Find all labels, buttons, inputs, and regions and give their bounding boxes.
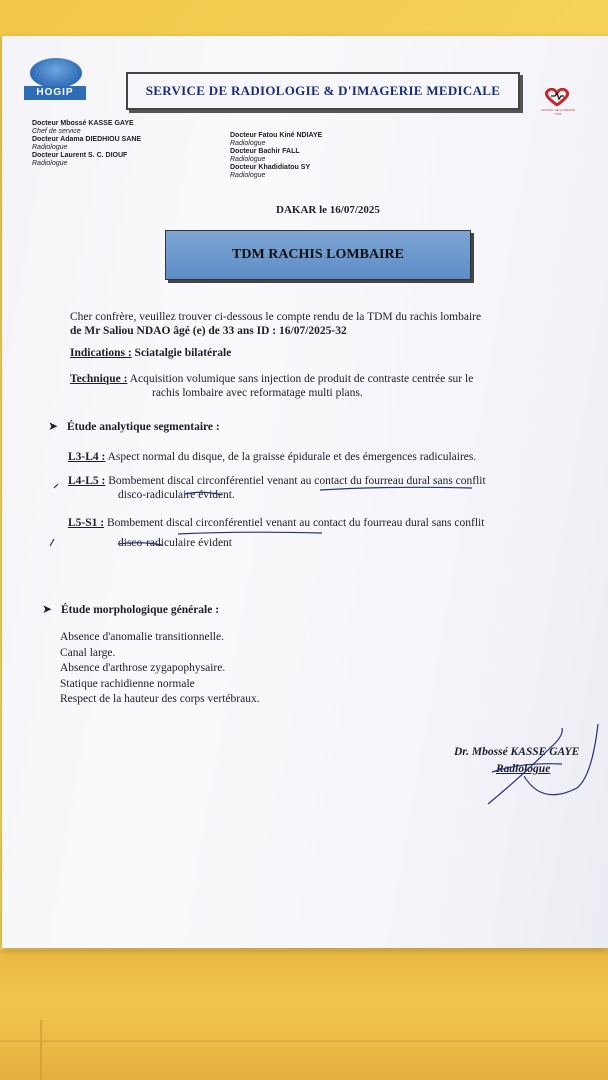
doctor-name: Docteur Bachir FALL <box>230 148 300 155</box>
doctor-name: Docteur Laurent S. C. DIOUF <box>32 152 128 159</box>
pen-underline <box>320 487 472 490</box>
signature-name: Dr. Mbossé KASSE GAYE <box>454 746 580 758</box>
morpho-item: Respect de la hauteur des corps vertébraux. <box>60 693 260 705</box>
partner-logo-text: HOPITAL DE LA GRAND YOFF <box>541 108 575 116</box>
intro-line: Cher confrère, veuillez trouver ci-dessous le compte rendu de la TDM du rachis lombaire <box>70 311 482 323</box>
pen-tick <box>54 484 58 488</box>
doctor-role: Chef de service <box>32 128 81 135</box>
pen-tick <box>50 539 54 546</box>
pen-annotations <box>2 36 608 948</box>
indications-value: Sciatalgie bilatérale <box>134 347 232 359</box>
doctor-name: Docteur Khadidiatou SY <box>230 164 311 171</box>
envelope-seam <box>0 1040 608 1042</box>
segment-text: Bombement discal circonférentiel venant au contact du fourreau dural sans conflit <box>106 517 485 529</box>
arrow-bullet-icon: ➤ <box>42 602 53 616</box>
doctor-name: Docteur Adama DIEDHIOU SANE <box>32 136 142 143</box>
segment-label: L3-L4 : <box>68 451 106 463</box>
morpho-item: Canal large. <box>60 646 116 659</box>
pen-underline <box>178 532 322 534</box>
segmental-title: Étude analytique segmentaire : <box>66 421 220 433</box>
envelope-fold <box>40 1020 42 1080</box>
doctor-name: Docteur Mbossé KASSE GAYE <box>32 120 134 127</box>
doctor-role: Radiologue <box>32 160 68 167</box>
doctor-name: Docteur Fatou Kiné NDIAYE <box>230 132 323 139</box>
service-title: SERVICE DE RADIOLOGIE & D'IMAGERIE MEDICALE <box>145 83 501 98</box>
patient-line: de Mr Saliou NDAO âgé (e) de 33 ans ID : 16/07/2025-32 <box>70 325 347 337</box>
segment-label: L5-S1 : <box>68 517 105 529</box>
doctor-role: Radiologue <box>32 144 68 151</box>
report-title: TDM RACHIS LOMBAIRE <box>232 247 404 262</box>
segment-text: Bombement discal circonférentiel venant au contact du fourreau dural sans conflit <box>108 475 486 487</box>
indications-label: Indications : <box>70 347 132 359</box>
segment-text: Aspect normal du disque, de la graisse épidurale et des émergences radiculaires. <box>107 451 477 463</box>
segment-text: disco-radiculaire évident. <box>118 489 235 501</box>
segment-label: L4-L5 : <box>68 475 106 487</box>
morpho-item: Absence d'anomalie transitionnelle. <box>60 631 224 643</box>
pen-underline <box>185 492 222 495</box>
technique-line: Acquisition volumique sans injection de produit de contraste centrée sur le <box>129 373 474 385</box>
signature-scribble <box>488 724 598 804</box>
logo-text: HOGIP <box>24 86 86 100</box>
pen-underline <box>118 543 162 545</box>
technique-label: Technique : <box>70 373 128 385</box>
doctor-role: Radiologue <box>230 156 266 163</box>
place-date: DAKAR le 16/07/2025 <box>276 204 380 216</box>
morpho-item: Statique rachidienne normale <box>60 677 195 690</box>
report-paper <box>2 36 608 948</box>
morpho-title: Étude morphologique générale : <box>60 604 220 616</box>
technique-line: rachis lombaire avec reformatage multi plans. <box>152 387 363 399</box>
signature-role: Radiologue <box>496 763 551 775</box>
doctor-role: Radiologue <box>230 172 266 179</box>
envelope-bottom <box>0 950 608 1080</box>
arrow-bullet-icon: ➤ <box>48 419 59 433</box>
doctor-role: Radiologue <box>230 140 266 147</box>
morpho-item: Absence d'arthrose zygapophysaire. <box>60 662 226 674</box>
segment-text: disco-radiculaire évident <box>118 537 232 549</box>
